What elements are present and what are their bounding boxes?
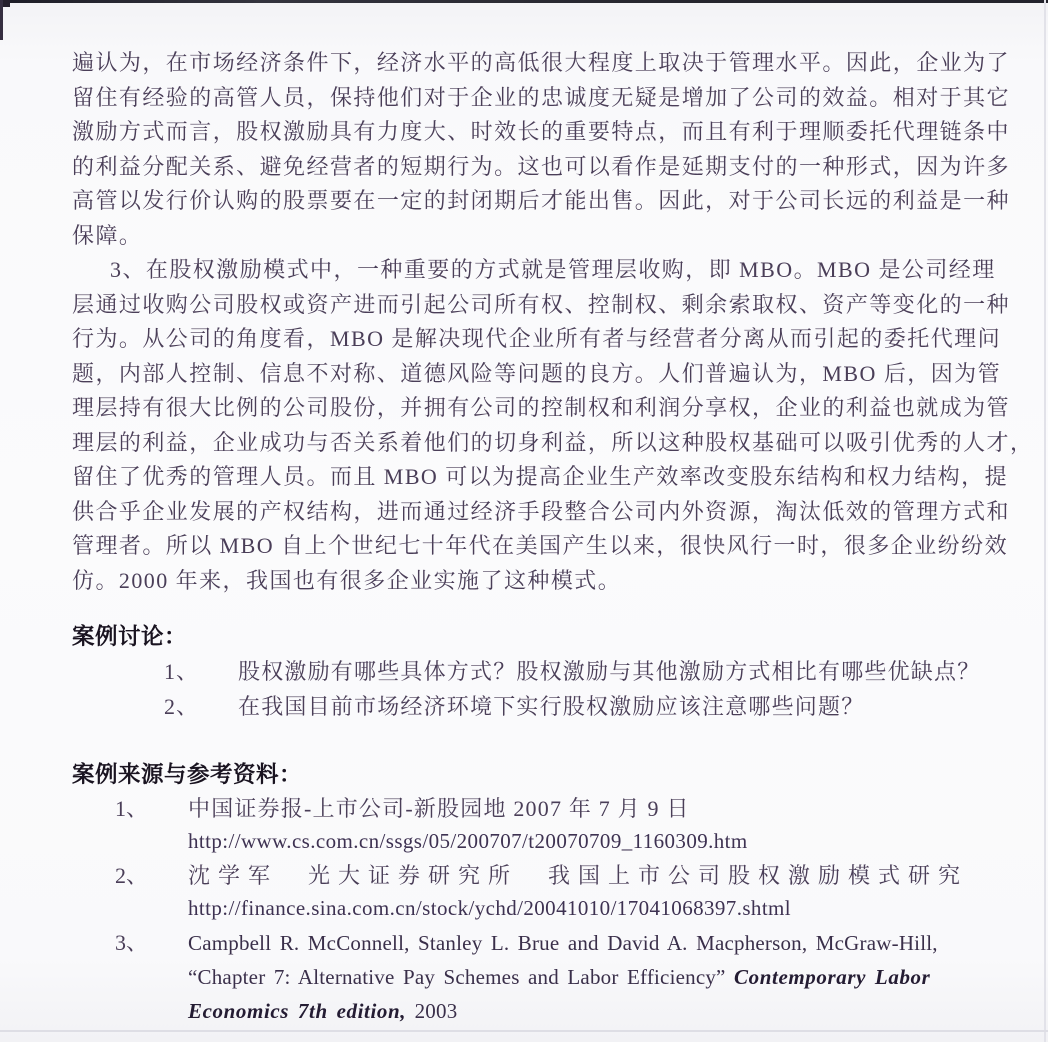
reference-item-2	[72, 859, 986, 926]
paragraph-line: 3、在股权激励模式中，一种重要的方式就是管理层收购，即 MBO。MBO 是公司经理	[110, 257, 996, 282]
list-number: 2、	[115, 862, 149, 888]
paragraph-line: 理层持有很大比例的公司股份，并拥有公司的控制权和利润分享权，企业的利益也就成为管	[72, 395, 1011, 420]
paragraph-line: 激励方式而言，股权激励具有力度大、时效长的重要特点，而且有利于理顺委托代理链条中	[72, 119, 1011, 144]
reference-citation-line: Campbell R. McConnell, Stanley L. Brue and David A. Macpherson, McGraw-Hill,	[188, 930, 938, 955]
discussion-section-heading: 案例讨论：	[72, 624, 188, 649]
reference-body	[188, 792, 986, 859]
reference-source-title: 沈学军 光大证券研究所 我国上市公司股权激励模式研究	[188, 862, 969, 888]
paragraph-line: 遍认为，在市场经济条件下，经济水平的高低很大程度上取决于管理水平。因此，企业为了	[72, 50, 1011, 75]
discussion-question-2	[72, 689, 986, 724]
list-number: 3、	[115, 929, 149, 955]
list-number: 1、	[115, 796, 149, 821]
discussion-question-text: 在我国目前市场经济环境下实行股权激励应该注意哪些问题？	[238, 694, 865, 719]
paragraph-line: 留住了优秀的管理人员。而且 MBO 可以为提高企业生产效率改变股东结构和权力结构，提	[72, 464, 1009, 489]
scan-right-edge-line	[1044, 0, 1046, 1042]
scan-left-edge-mark	[0, 0, 3, 40]
reference-citation-line	[188, 960, 986, 994]
discussion-question-text: 股权激励有哪些具体方式？股权激励与其他激励方式相比有哪些优缺点？	[238, 659, 981, 684]
reference-url: http://finance.sina.com.cn/stock/ychd/20041010/17041068397.shtml	[188, 896, 792, 921]
reference-item-1	[72, 792, 986, 859]
paragraph-line: 理层的利益，企业成功与否关系着他们的切身利益，所以这种股权基础可以吸引优秀的人才，	[72, 429, 1034, 455]
paragraph-line: 留住有经验的高管人员，保持他们对于企业的忠诚度无疑是增加了公司的效益。相对于其它	[72, 84, 1011, 110]
paragraph-line: 保障。	[72, 222, 143, 248]
reference-url: http://www.cs.com.cn/ssgs/05/200707/t20070709_1160309.htm	[188, 829, 748, 854]
paragraph-line: 题，内部人控制、信息不对称、道德风险等问题的良方。人们普遍认为，MBO 后，因为管	[72, 360, 1002, 386]
paragraph-line: 行为。从公司的角度看，MBO 是解决现代企业所有者与经营者分离从而引起的委托代理问	[72, 326, 1002, 351]
citation-year-text: 2003	[406, 999, 458, 1024]
paragraph-line: 高管以发行价认购的股票要在一定的封闭期后才能出售。因此，对于公司长远的利益是一种	[72, 188, 1011, 213]
list-number: 2、	[164, 694, 200, 719]
citation-book-title: Contemporary Labor	[734, 964, 931, 989]
reference-item-3	[72, 926, 986, 1029]
reference-citation-line	[188, 994, 986, 1028]
paragraph-line: 的利益分配关系、避免经营者的短期行为。这也可以看作是延期支付的一种形式，因为许多	[72, 153, 1011, 179]
citation-chapter-text: “Chapter 7: Alternative Pay Schemes and Labor Efficiency”	[188, 964, 735, 989]
scan-bottom-edge-line	[0, 1030, 1048, 1032]
reference-body	[188, 859, 986, 926]
paragraph-line: 层通过收购公司股权或资产进而引起公司所有权、控制权、剩余索取权、资产等变化的一种	[72, 291, 1011, 317]
citation-book-title: Economics 7th edition,	[188, 999, 407, 1024]
references-section-heading: 案例来源与参考资料：	[72, 762, 303, 787]
paragraph-equity-incentive	[72, 46, 1011, 253]
document-content	[72, 46, 1034, 1028]
reference-source-title: 中国证券报-上市公司-新股园地 2007 年 7 月 9 日	[188, 796, 690, 821]
reference-body	[188, 926, 986, 1029]
list-number: 1、	[164, 659, 200, 684]
paragraph-line: 仿。2000 年来，我国也有很多企业实施了这种模式。	[72, 567, 622, 593]
discussion-question-1	[72, 654, 986, 689]
paragraph-line: 管理者。所以 MBO 自上个世纪七十年代在美国产生以来，很快风行一时，很多企业纷纷效	[72, 533, 1009, 558]
paragraph-line: 供合乎企业发展的产权结构，进而通过经济手段整合公司内外资源，淘汰低效的管理方式和	[72, 498, 1011, 524]
scan-top-edge-mark	[0, 0, 1048, 3]
paragraph-mbo	[72, 253, 1034, 598]
